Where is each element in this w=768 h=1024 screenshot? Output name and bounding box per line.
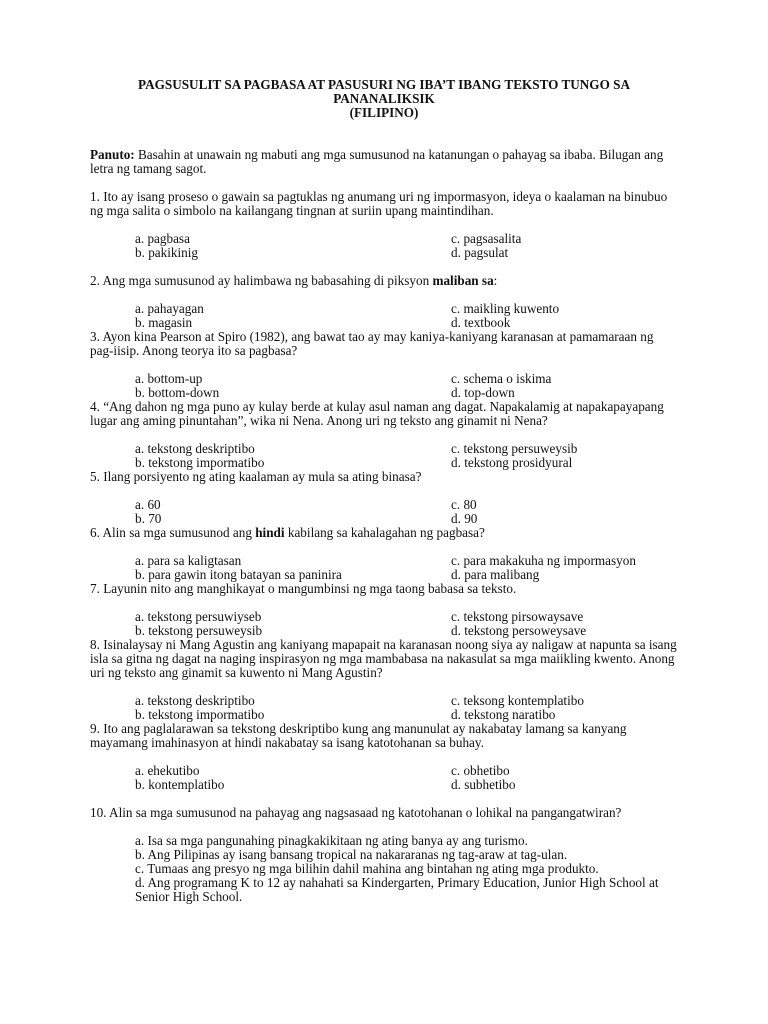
question-9: 9. Ito ang paglalarawan sa tekstong deskriptibo kung ang manunulat ay nakabatay lamang sa kanyang mayamang imahinasyon at hindi nakabatay sa isang katotohanan sa buhay. — [90, 721, 627, 750]
question-3: 3. Ayon kina Pearson at Spiro (1982), ang bawat tao ay may kaniya-kaniyang karanasan at pamamaraan ng pag-iisip. Anong teorya ito sa pagbasa? — [90, 329, 654, 358]
choice-1d[interactable]: d. pagsulat — [451, 245, 509, 260]
choice-8c[interactable]: c. teksong kontemplatibo — [451, 693, 584, 708]
choice-3d[interactable]: d. top-down — [451, 385, 515, 400]
choice-10c[interactable]: c. Tumaas ang presyo ng mga bilihin dahil mahina ang bintahan ng ating mga produkto. — [135, 861, 599, 876]
choices-1 — [135, 232, 680, 260]
choices-7 — [135, 610, 680, 638]
choice-6c[interactable]: c. para makakuha ng impormasyon — [451, 553, 636, 568]
choice-4b[interactable]: b. tekstong impormatibo — [135, 455, 265, 470]
choices-8 — [135, 694, 680, 722]
question-2-post: : — [493, 273, 498, 288]
choice-7c[interactable]: c. tekstong pirsowaysave — [451, 609, 584, 624]
instructions-label: Panuto: — [90, 147, 135, 162]
choices-6 — [135, 554, 680, 582]
choice-2a[interactable]: a. pahayagan — [135, 301, 204, 316]
choice-5c[interactable]: c. 80 — [451, 497, 477, 512]
question-1: 1. Ito ay isang proseso o gawain sa pagtuklas ng anumang uri ng impormasyon, ideya o kaalaman na binubuo ng mga salita o simbolo na kailangang tingnan at suriin upang maintindihan. — [90, 189, 668, 218]
question-5: 5. Ilang porsiyento ng ating kaalaman ay mula sa ating binasa? — [90, 469, 422, 484]
choice-4a[interactable]: a. tekstong deskriptibo — [135, 441, 255, 456]
choice-6d[interactable]: d. para malibang — [451, 567, 540, 582]
exam-title — [90, 78, 678, 120]
choice-2d[interactable]: d. textbook — [451, 315, 511, 330]
question-6-bold: hindi — [255, 525, 285, 540]
choice-8d[interactable]: d. tekstong naratibo — [451, 707, 556, 722]
choice-2c[interactable]: c. maikling kuwento — [451, 301, 560, 316]
choice-8b[interactable]: b. tekstong impormatibo — [135, 707, 265, 722]
question-2 — [90, 274, 680, 288]
choice-10d[interactable]: d. Ang programang K to 12 ay nahahati sa Kindergarten, Primary Education, Junior High School at Senior High School. — [135, 875, 659, 904]
question-2-pre: 2. Ang mga sumusunod ay halimbawa ng babasahing di piksyon — [90, 273, 433, 288]
choice-6a[interactable]: a. para sa kaligtasan — [135, 553, 242, 568]
choices-9 — [135, 764, 680, 792]
choice-5a[interactable]: a. 60 — [135, 497, 161, 512]
choice-7b[interactable]: b. tekstong persuweysib — [135, 623, 263, 638]
choice-7a[interactable]: a. tekstong persuwiyseb — [135, 609, 262, 624]
title-line-1: PAGSUSULIT SA PAGBASA AT PASUSURI NG IBA’T IBANG TEKSTO TUNGO SA — [138, 77, 630, 92]
question-6-post: kabilang sa kahalagahan ng pagbasa? — [284, 525, 485, 540]
choice-4c[interactable]: c. tekstong persuweysib — [451, 441, 578, 456]
question-2-bold: maliban sa — [432, 273, 494, 288]
choices-5 — [135, 498, 680, 526]
choice-9a[interactable]: a. ehekutibo — [135, 763, 200, 778]
question-7: 7. Layunin nito ang manghikayat o mangumbinsi ng mga taong babasa sa teksto. — [90, 581, 517, 596]
choice-5b[interactable]: b. 70 — [135, 511, 162, 526]
instructions — [90, 148, 680, 176]
question-6-pre: 6. Alin sa mga sumusunod ang — [90, 525, 256, 540]
instructions-text: Basahin at unawain ng mabuti ang mga sumusunod na katanungan o pahayag sa ibaba. Bilugan ang letra ng tamang sagot. — [90, 147, 664, 176]
title-line-3: (FILIPINO) — [349, 105, 419, 120]
choice-4d[interactable]: d. tekstong prosidyural — [451, 455, 573, 470]
choice-10a[interactable]: a. Isa sa mga pangunahing pinagkakikitaan ng ating banya ay ang turismo. — [135, 833, 528, 848]
choice-1b[interactable]: b. pakikinig — [135, 245, 199, 260]
question-6 — [90, 526, 680, 540]
choices-10 — [135, 834, 680, 904]
choice-9b[interactable]: b. kontemplatibo — [135, 777, 225, 792]
choices-4 — [135, 442, 680, 470]
choices-3 — [135, 372, 680, 400]
title-line-2: PANANALIKSIK — [333, 91, 435, 106]
choice-7d[interactable]: d. tekstong persoweysave — [451, 623, 587, 638]
choice-10b[interactable]: b. Ang Pilipinas ay isang bansang tropical na nakararanas ng tag-araw at tag-ulan. — [135, 847, 568, 862]
question-4: 4. “Ang dahon ng mga puno ay kulay berde at kulay asul naman ang dagat. Napakalamig at napakapayapang lugar ang aming pinuntahan”, wika ni Nena. Anong uri ng teksto ang ginamit ni Nena? — [90, 399, 664, 428]
choice-1a[interactable]: a. pagbasa — [135, 231, 190, 246]
choice-3c[interactable]: c. schema o iskima — [451, 371, 552, 386]
question-10: 10. Alin sa mga sumusunod na pahayag ang nagsasaad ng katotohanan o lohikal na pangangatwiran? — [90, 805, 622, 820]
choice-6b[interactable]: b. para gawin itong batayan sa paninira — [135, 567, 342, 582]
choice-2b[interactable]: b. magasin — [135, 315, 193, 330]
choice-9d[interactable]: d. subhetibo — [451, 777, 516, 792]
choice-3a[interactable]: a. bottom-up — [135, 371, 203, 386]
choices-2 — [135, 302, 680, 330]
choice-9c[interactable]: c. obhetibo — [451, 763, 510, 778]
choice-5d[interactable]: d. 90 — [451, 511, 478, 526]
question-8: 8. Isinalaysay ni Mang Agustin ang kaniyang mapapait na karanasan noong siya ay naligaw at napunta sa isang isla sa gitna ng dagat na naging inspirasyon ng mga mambabasa na nakasulat sa mga maiikling kwento. Anong uri ng teksto ang ginamit sa kuwento ni Mang Agustin? — [90, 637, 677, 680]
choice-1c[interactable]: c. pagsasalita — [451, 231, 522, 246]
exam-body — [90, 148, 680, 904]
choice-3b[interactable]: b. bottom-down — [135, 385, 220, 400]
choice-8a[interactable]: a. tekstong deskriptibo — [135, 693, 255, 708]
